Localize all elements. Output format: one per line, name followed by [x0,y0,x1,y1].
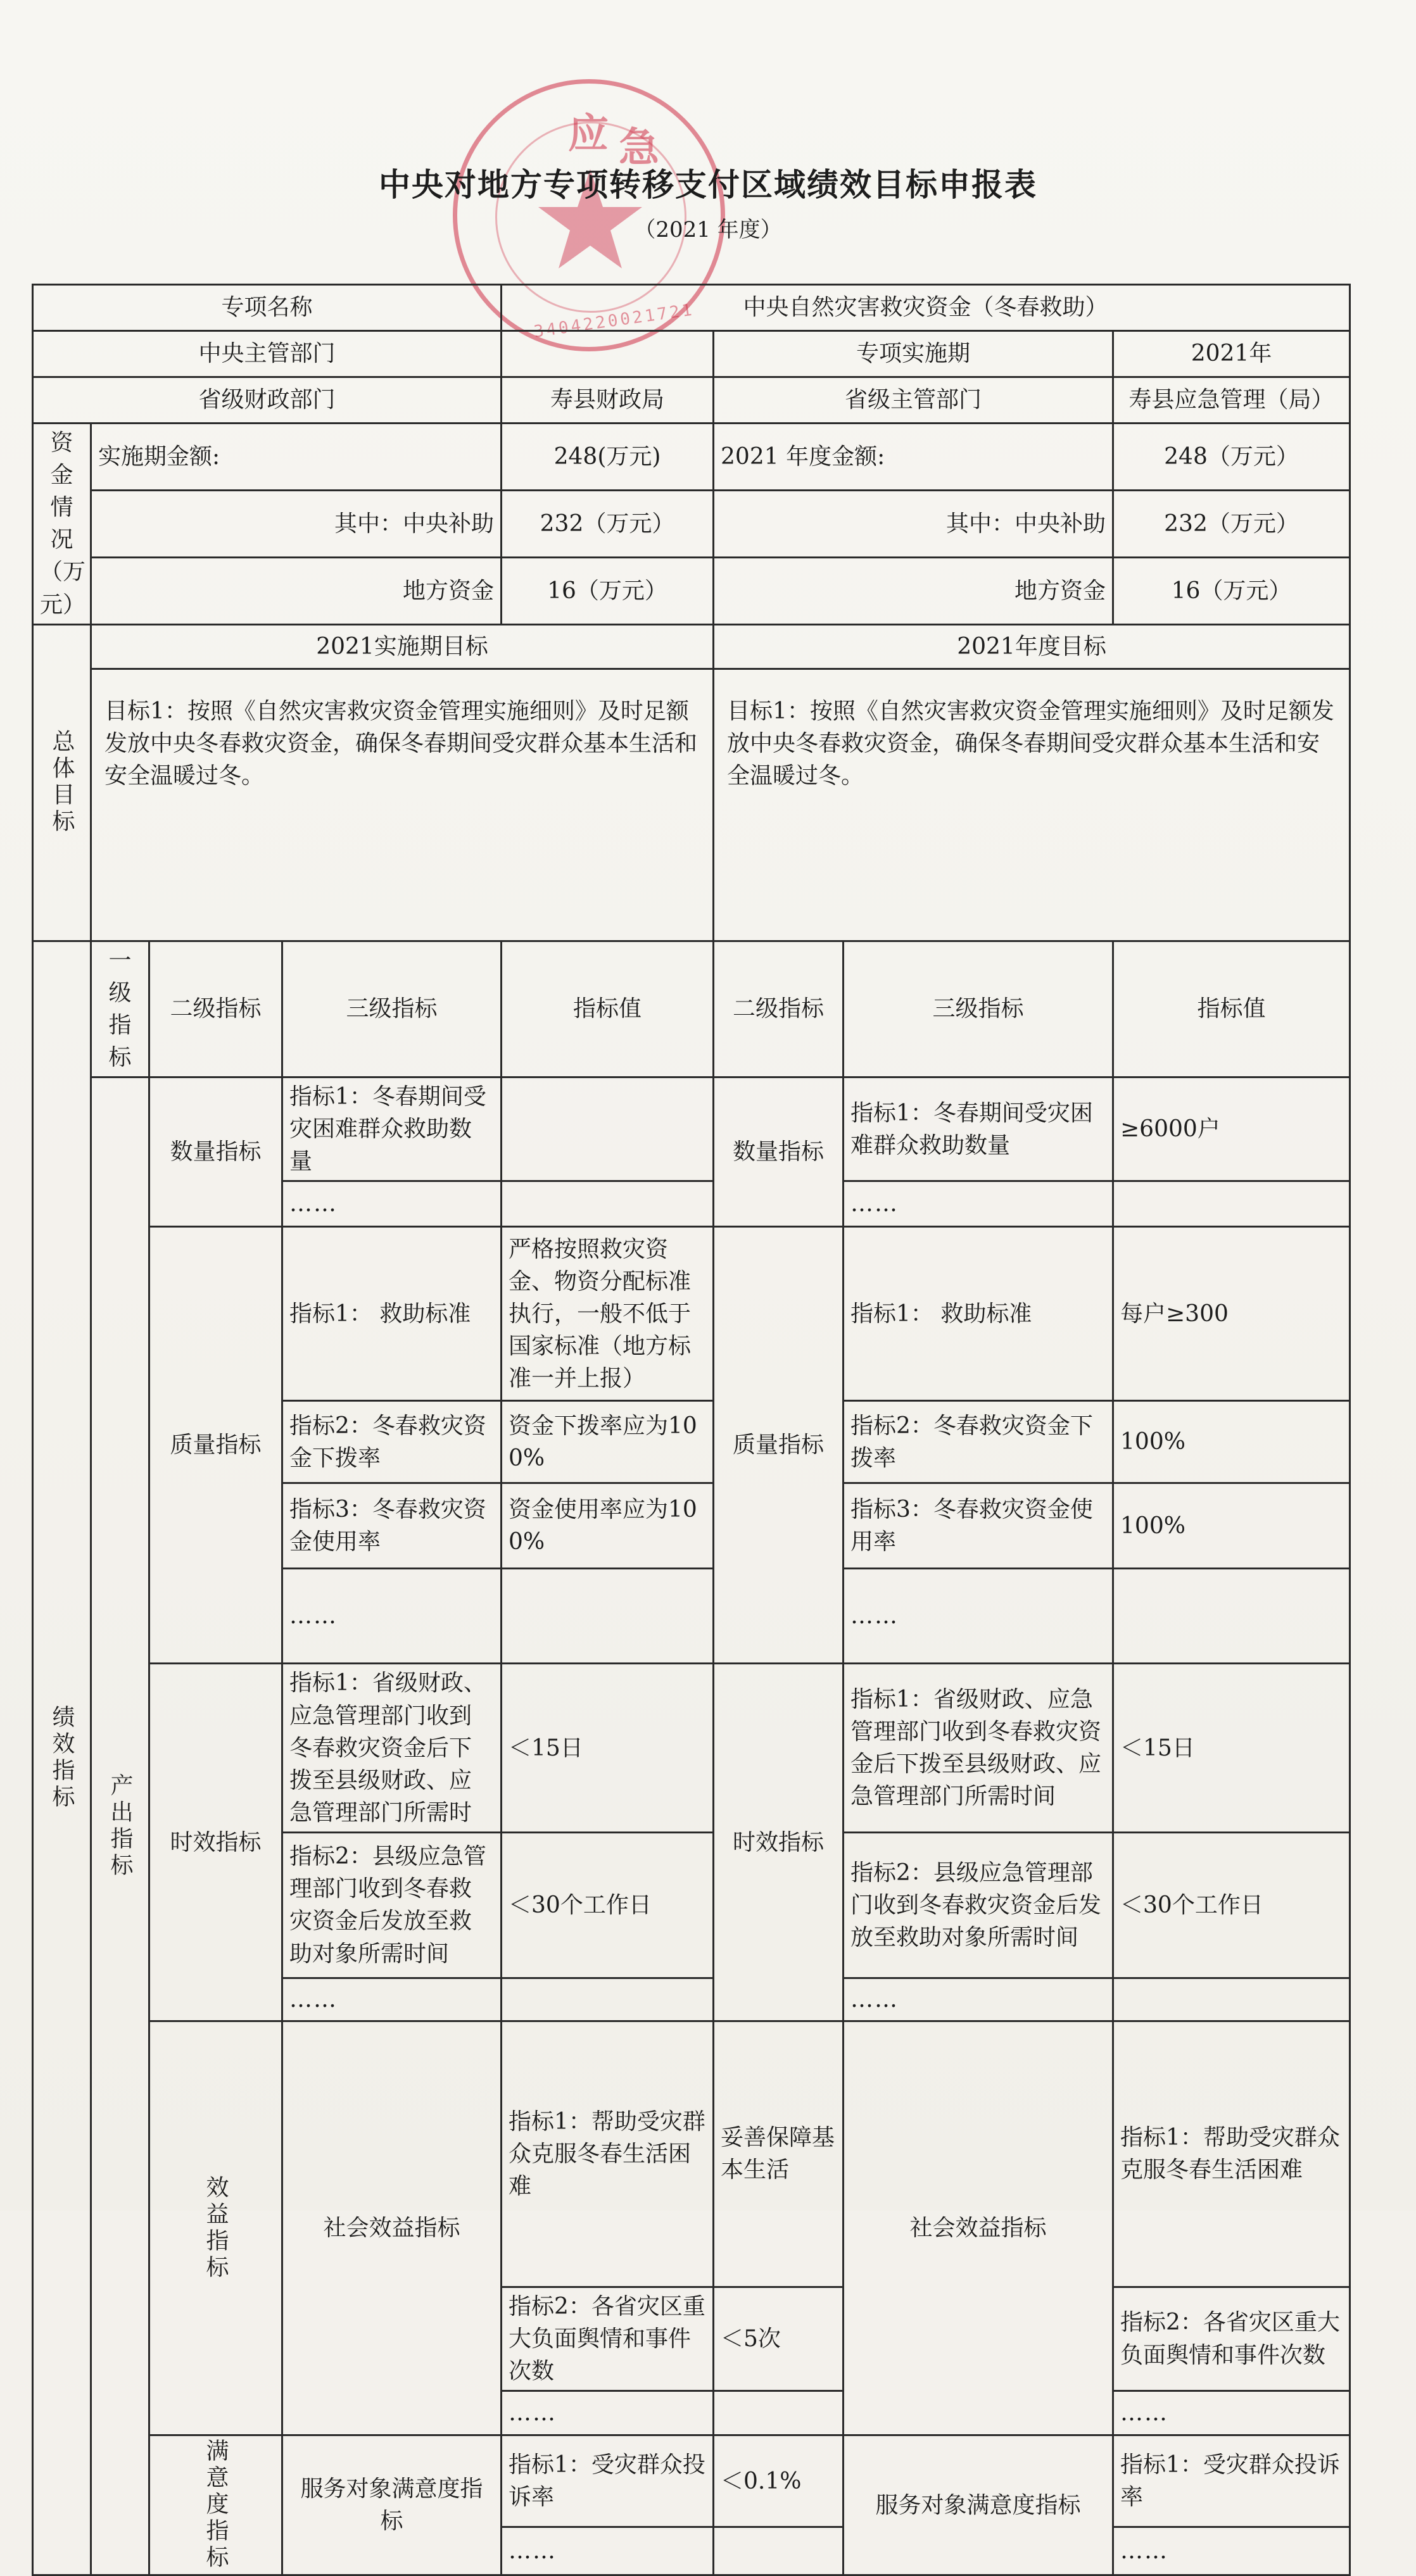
quality-label-right: 质量指标 [714,1227,844,1664]
social-r-l3-1: 指标1：帮助受灾群众克服冬春生活困难 [1113,2021,1350,2287]
quality-r-v-2: 100% [1113,1401,1350,1483]
goals-section-cell [33,624,91,941]
benefit-cell [149,2021,282,2435]
quality-r-v-3: 100% [1113,1483,1350,1569]
timeliness-r-v-2: ＜30个工作日 [1113,1832,1350,1978]
period-label: 专项实施期 [714,331,1113,377]
benefit-label: 效益指标 [203,2175,229,2282]
timeliness-r-l3-2: 指标2：县级应急管理部门收到冬春救灾资金后发放至救助对象所需时间 [844,1832,1113,1978]
indicators-section-label: 绩效指标 [49,1704,75,1811]
funds-year-total-value: 248（万元） [1113,424,1350,491]
social-ellipsis: …… [502,2391,714,2435]
table-row [33,285,1350,331]
quality-l3-3: 指标3：冬春救灾资金使用率 [282,1483,502,1569]
output-cell [91,1078,149,2575]
year-goal-label: 2021年度目标 [714,624,1350,669]
quantity-ellipsis: …… [282,1181,502,1227]
funds-section-label: 资金情况（万元） [33,424,91,625]
timeliness-v-2: ＜30个工作日 [502,1832,714,1978]
table-row [33,669,1350,941]
quality-empty [502,1569,714,1664]
timeliness-l3-1: 指标1：省级财政、应急管理部门收到冬春救灾资金后下拨至县级财政、应急管理部门所需时 [282,1664,502,1833]
table-row [33,331,1350,377]
social-l3-2: 指标2：各省灾区重大负面舆情和事件次数 [502,2287,714,2391]
prov-dept-label: 省级主管部门 [714,377,1113,424]
funds-local-value: 16（万元） [502,557,714,624]
quality-r-v-1: 每户≥300 [1113,1227,1350,1401]
project-name-label: 专项名称 [33,285,502,331]
timeliness-v-1: ＜15日 [502,1664,714,1833]
quality-l3-1: 指标1： 救助标准 [282,1227,502,1401]
prov-dept-value: 寿县应急管理（局） [1113,377,1350,424]
social-r-l3-2: 指标2：各省灾区重大负面舆情和事件次数 [1113,2287,1350,2391]
table-row [33,624,1350,669]
col-level3-right: 三级指标 [844,941,1113,1077]
funds-year-total-label: 2021 年度金额: [714,424,1113,491]
social-empty [714,2391,844,2435]
funds-total-label: 实施期金额: [91,424,502,491]
service-label-right: 服务对象满意度指标 [844,2435,1113,2575]
page-title: 中央对地方专项转移支付区域绩效目标申报表 [379,166,1037,203]
central-dept-label: 中央主管部门 [33,331,502,377]
service-ellipsis-right: …… [1113,2527,1350,2575]
col-level1: 一级指标 [91,941,149,1077]
funds-central-value: 232（万元） [502,490,714,557]
quality-label: 质量指标 [149,1227,282,1664]
quantity-empty-right [1113,1181,1350,1227]
funds-local-label: 地方资金 [91,557,502,624]
period-value: 2021年 [1113,331,1350,377]
funds-year-local-value: 16（万元） [1113,557,1350,624]
goals-section-label: 总体目标 [49,729,75,836]
funds-total-value: 248(万元) [502,424,714,491]
social-ellipsis-right: …… [1113,2391,1350,2435]
table-row [33,424,1350,491]
prov-finance-value: 寿县财政局 [502,377,714,424]
seal-number: 3404220021721 [533,300,696,342]
table-row [33,1664,1350,1833]
quality-ellipsis: …… [282,1569,502,1664]
satisfaction-label: 满意度指标 [203,2439,229,2572]
quality-r-l3-1: 指标1： 救助标准 [844,1227,1113,1401]
quantity-r-v-1: ≥6000户 [1113,1078,1350,1181]
service-v-1: ＜0.1% [714,2435,844,2527]
quality-v-1: 严格按照救灾资金、物资分配标准执行，一般不低于国家标准（地方标准一并上报） [502,1227,714,1401]
col-value: 指标值 [502,941,714,1077]
seal-char: 应 [568,110,609,158]
quality-v-2: 资金下拨率应为100% [502,1401,714,1483]
col-value-right: 指标值 [1113,941,1350,1077]
table-row [33,2021,1350,2287]
timeliness-empty-right [1113,1978,1350,2021]
output-label: 产出指标 [107,1773,134,1880]
table-row [33,490,1350,557]
quality-empty-right [1113,1569,1350,1664]
social-l3-1: 指标1：帮助受灾群众克服冬春生活困难 [502,2021,714,2287]
quantity-ellipsis-right: …… [844,1181,1113,1227]
social-v-1: 妥善保障基本生活 [714,2021,844,2287]
quantity-r-l3-1: 指标1：冬春期间受灾困难群众救助数量 [844,1078,1113,1181]
social-v-2: ＜5次 [714,2287,844,2391]
service-l3-1: 指标1：受灾群众投诉率 [502,2435,714,2527]
quantity-empty [502,1181,714,1227]
timeliness-r-v-1: ＜15日 [1113,1664,1350,1833]
quantity-label: 数量指标 [149,1078,282,1227]
page-subtitle: （2021 年度） [634,217,782,242]
table-row [33,557,1350,624]
table-row [33,1227,1350,1401]
timeliness-l3-2: 指标2：县级应急管理部门收到冬春救灾资金后发放至救助对象所需时间 [282,1832,502,1978]
timeliness-ellipsis: …… [282,1978,502,2021]
table-row [33,377,1350,424]
quality-v-3: 资金使用率应为100% [502,1483,714,1569]
col-level2-right: 二级指标 [714,941,844,1077]
social-label: 社会效益指标 [282,2021,502,2435]
period-goal-text: 目标1：按照《自然灾害救灾资金管理实施细则》及时足额发放中央冬春救灾资金，确保冬春期间受灾群众基本生活和安全温暖过冬。 [91,669,714,941]
table-row [33,941,1350,1077]
table-row [33,1078,1350,1181]
prov-finance-label: 省级财政部门 [33,377,502,424]
timeliness-label-right: 时效指标 [714,1664,844,2021]
timeliness-empty [502,1978,714,2021]
year-goal-text: 目标1：按照《自然灾害救灾资金管理实施细则》及时足额发放中央冬春救灾资金，确保冬春期间受灾群众基本生活和安全温暖过冬。 [714,669,1350,941]
funds-year-local-label: 地方资金 [714,557,1113,624]
satisfaction-cell [149,2435,282,2575]
indicators-section-cell [33,941,91,2575]
social-label-right: 社会效益指标 [844,2021,1113,2435]
timeliness-ellipsis-right: …… [844,1978,1113,2021]
service-empty [714,2527,844,2575]
table-row [33,2435,1350,2527]
col-level2: 二级指标 [149,941,282,1077]
funds-year-central-value: 232（万元） [1113,490,1350,557]
quality-l3-2: 指标2：冬春救灾资金下拨率 [282,1401,502,1483]
quality-r-l3-2: 指标2：冬春救灾资金下拨率 [844,1401,1113,1483]
period-goal-label: 2021实施期目标 [91,624,714,669]
quantity-label-right: 数量指标 [714,1078,844,1227]
project-name-value: 中央自然灾害救灾资金（冬春救助） [502,285,1350,331]
col-level3: 三级指标 [282,941,502,1077]
funds-central-label: 其中：中央补助 [91,490,502,557]
performance-table [32,284,1351,2576]
timeliness-label: 时效指标 [149,1664,282,2021]
quality-ellipsis-right: …… [844,1569,1113,1664]
seal-char: 急 [619,124,659,172]
service-label: 服务对象满意度指标 [282,2435,502,2575]
quality-r-l3-3: 指标3：冬春救灾资金使用率 [844,1483,1113,1569]
central-dept-value [502,331,714,377]
funds-year-central-label: 其中：中央补助 [714,490,1113,557]
quantity-v-1 [502,1078,714,1181]
timeliness-r-l3-1: 指标1：省级财政、应急管理部门收到冬春救灾资金后下拨至县级财政、应急管理部门所需时间 [844,1664,1113,1833]
service-r-l3-1: 指标1：受灾群众投诉率 [1113,2435,1350,2527]
quantity-l3-1: 指标1：冬春期间受灾困难群众救助数量 [282,1078,502,1181]
service-ellipsis: …… [502,2527,714,2575]
